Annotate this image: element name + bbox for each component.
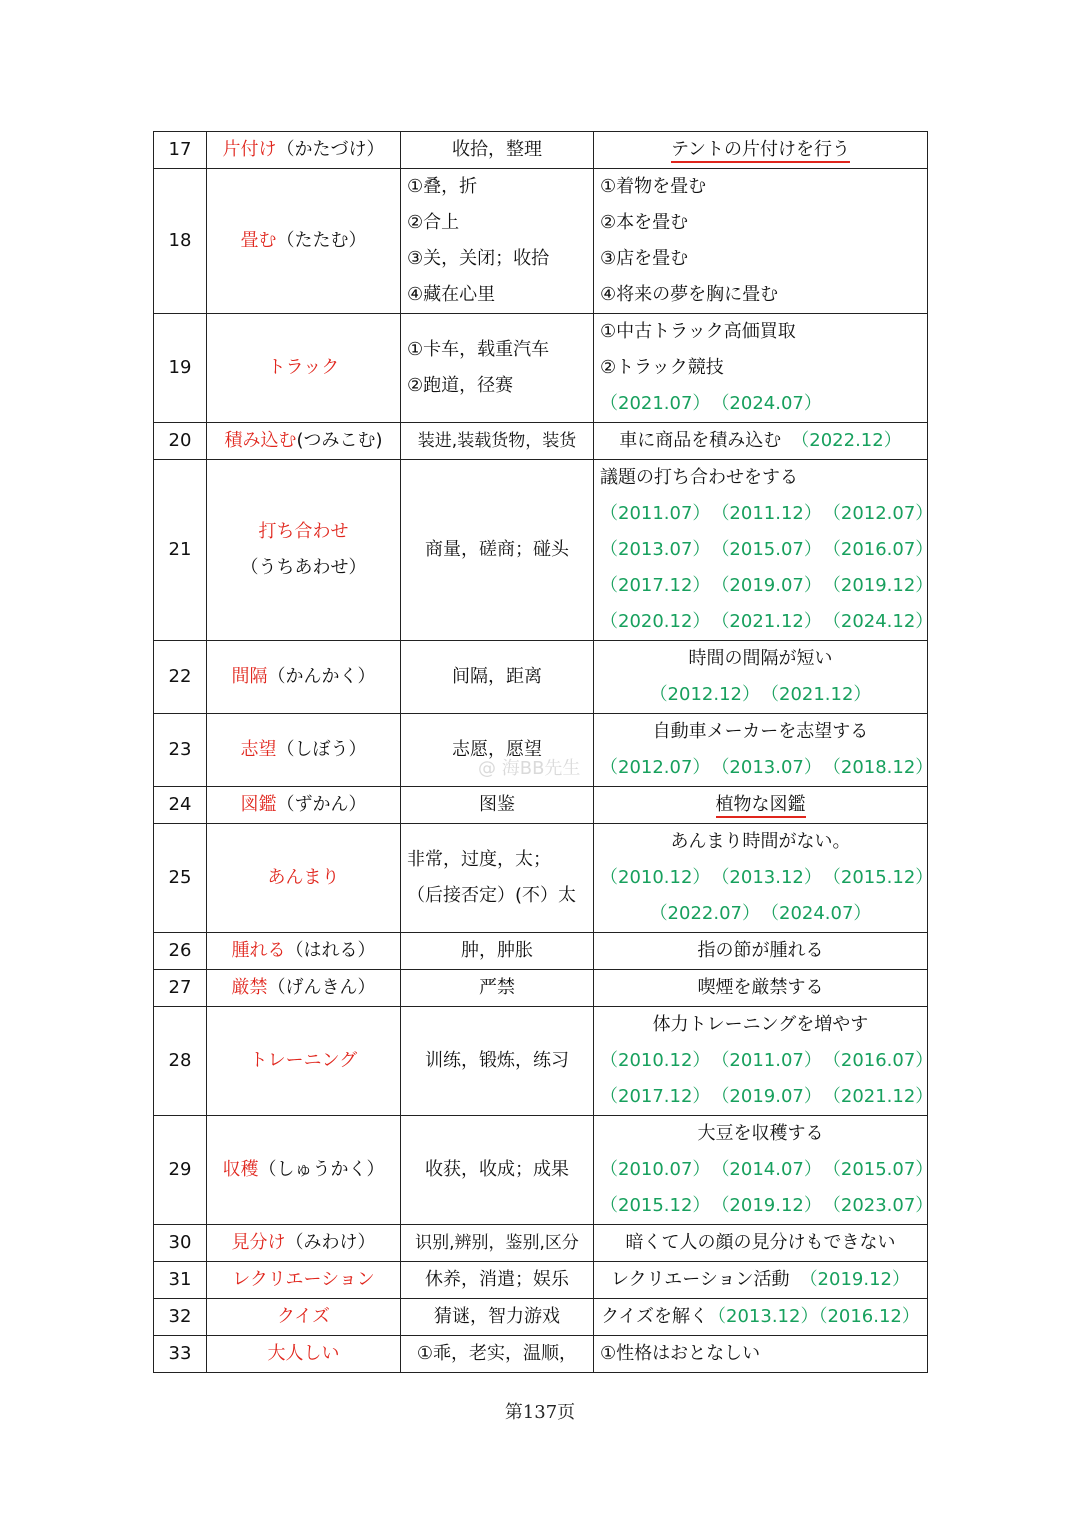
example-sentence: ①性格はおとなしい — [594, 1336, 928, 1373]
exam-date: （2024.07） — [770, 903, 872, 924]
word-meaning: 间隔，距离 — [401, 641, 594, 714]
meaning-line: （后接否定）(不）太 — [407, 885, 577, 906]
word-kanji: 志望 — [240, 739, 277, 760]
example-sentence: ①中古トラック高価買取 — [600, 321, 796, 342]
exam-dates — [600, 860, 934, 896]
word-meaning: 图鉴 — [401, 787, 594, 824]
word-reading: （うちあわせ） — [240, 557, 367, 578]
watermark: @ 海BB先生 — [478, 758, 581, 779]
exam-date: （2016.07） — [831, 1050, 934, 1071]
table-row — [154, 1262, 928, 1299]
example-cell — [594, 1262, 928, 1299]
word-meaning: 休养，消遣；娱乐 — [401, 1262, 594, 1299]
word-kanji: 積み込む — [224, 430, 297, 451]
example-cell — [594, 1007, 934, 1116]
vocab-word — [207, 1262, 401, 1299]
word-reading: （たたむ） — [276, 230, 367, 251]
example-sentence: 植物な図鑑 — [716, 794, 806, 818]
word-meaning — [401, 824, 594, 933]
example-sentence: 体力トレーニングを増やす — [652, 1014, 869, 1035]
example-sentence: テントの片付けを行う — [671, 139, 850, 163]
exam-date: （2023.07） — [831, 1195, 934, 1216]
word-kanji: 大人しい — [267, 1343, 340, 1364]
row-number: 18 — [154, 169, 207, 314]
row-number: 20 — [154, 423, 207, 460]
word-meaning: 识别,辨别，鉴别,区分 — [401, 1225, 594, 1262]
table-row — [154, 970, 928, 1007]
exam-date: （2017.12） — [600, 575, 711, 596]
exam-date: （2014.07） — [720, 1159, 822, 1180]
example-sentence: ②トラック競技 — [600, 357, 724, 378]
meaning-line: ②合上 — [407, 212, 460, 233]
example-cell — [594, 423, 928, 460]
example-cell — [594, 132, 928, 169]
vocab-word — [207, 1225, 401, 1262]
example-sentence: ①着物を畳む — [600, 176, 707, 197]
exam-date: （2015.07） — [831, 1159, 934, 1180]
exam-date: （2011.07） — [600, 503, 711, 524]
word-meaning: 收拾，整理 — [401, 132, 594, 169]
word-meaning — [401, 314, 594, 423]
exam-date: （2021.12） — [770, 684, 872, 705]
row-number: 17 — [154, 132, 207, 169]
row-number: 19 — [154, 314, 207, 423]
vocab-word — [207, 1299, 401, 1336]
exam-dates — [600, 1188, 934, 1224]
exam-date: （2021.12） — [831, 1086, 934, 1107]
example-sentence: 時間の間隔が短い — [688, 648, 833, 669]
exam-date: （2013.12） — [720, 867, 822, 888]
word-kanji: 見分け — [231, 1232, 286, 1253]
table-row — [154, 1225, 928, 1262]
word-reading: （かんかく） — [267, 666, 376, 687]
word-kanji: 収穫 — [222, 1159, 259, 1180]
word-kanji: トラック — [267, 357, 340, 378]
exam-date: （2019.07） — [720, 1086, 822, 1107]
row-number: 27 — [154, 970, 207, 1007]
exam-dates — [600, 532, 934, 568]
vocab-word — [207, 824, 401, 933]
vocab-word — [207, 460, 401, 641]
meaning-line: ③关，关闭；收拾 — [407, 248, 550, 269]
word-meaning: 商量，磋商；碰头 — [401, 460, 594, 641]
exam-dates — [600, 604, 934, 640]
table-row — [154, 641, 928, 714]
exam-date: （2020.12） — [600, 611, 711, 632]
exam-dates — [600, 568, 934, 604]
example-cell — [594, 1116, 934, 1225]
table-row — [154, 1336, 928, 1373]
example-sentence: 車に商品を積み込む — [619, 430, 782, 451]
word-meaning: 严禁 — [401, 970, 594, 1007]
exam-date: （2019.07） — [720, 575, 822, 596]
exam-dates — [600, 1152, 934, 1188]
table-row — [154, 169, 928, 314]
row-number: 28 — [154, 1007, 207, 1116]
word-kanji: 腫れる — [231, 940, 286, 961]
word-kanji: 片付け — [222, 139, 277, 160]
exam-date: （2015.12） — [600, 1195, 711, 1216]
example-cell — [594, 169, 928, 314]
example-sentence: 喫煙を厳禁する — [594, 970, 928, 1007]
exam-date: （2022.07） — [649, 903, 760, 924]
example-cell — [594, 824, 934, 933]
vocab-word — [207, 1007, 401, 1116]
example-sentence: 自動車メーカーを志望する — [652, 721, 869, 742]
exam-date: （2024.07） — [720, 393, 822, 414]
meaning-line: ①叠，折 — [407, 176, 478, 197]
word-kanji: 間隔 — [231, 666, 268, 687]
vocab-word — [207, 314, 401, 423]
exam-date: （2022.12） — [791, 430, 902, 451]
example-sentence: ④将来の夢を胸に畳む — [600, 284, 779, 305]
row-number: 29 — [154, 1116, 207, 1225]
example-cell — [594, 641, 928, 714]
exam-date: （2010.07） — [600, 1159, 711, 1180]
meaning-line: ①卡车，载重汽车 — [407, 339, 550, 360]
row-number: 21 — [154, 460, 207, 641]
exam-date: （2016.12） — [818, 1306, 920, 1327]
word-meaning: 肿，肿胀 — [401, 933, 594, 970]
exam-dates — [600, 896, 921, 932]
exam-date: （2013.07） — [600, 539, 711, 560]
row-number: 32 — [154, 1299, 207, 1336]
table-row — [154, 314, 928, 423]
word-meaning: 装进,装载货物，装货 — [401, 423, 594, 460]
exam-date: （2015.12） — [831, 867, 934, 888]
exam-date: （2015.07） — [720, 539, 822, 560]
word-kanji: あんまり — [267, 867, 340, 888]
example-sentence: ②本を畳む — [600, 212, 689, 233]
vocab-word — [207, 1116, 401, 1225]
exam-dates — [600, 1079, 934, 1115]
table-row — [154, 1116, 928, 1225]
exam-date: （2019.12） — [831, 575, 934, 596]
exam-dates — [600, 677, 921, 713]
exam-date: （2012.07） — [600, 757, 711, 778]
exam-date: （2019.12） — [720, 1195, 822, 1216]
vocab-word — [207, 933, 401, 970]
vocab-table — [153, 131, 934, 1373]
word-meaning: 猜谜，智力游戏 — [401, 1299, 594, 1336]
word-kanji: 打ち合わせ — [258, 521, 349, 542]
word-kanji: クイズ — [277, 1306, 330, 1327]
word-reading: (つみこむ) — [296, 430, 383, 451]
word-meaning: 志愿，愿望 — [401, 714, 594, 787]
example-cell — [594, 460, 934, 641]
table-row — [154, 132, 928, 169]
word-reading: （しゅうかく） — [258, 1159, 385, 1180]
exam-date: （2012.12） — [649, 684, 760, 705]
row-number: 23 — [154, 714, 207, 787]
word-kanji: 図鑑 — [240, 794, 277, 815]
example-sentence: 議題の打ち合わせをする — [600, 467, 798, 488]
exam-dates — [600, 1043, 934, 1079]
example-cell — [594, 314, 928, 423]
word-reading: （ずかん） — [276, 794, 367, 815]
example-sentence: 暗くて人の顔の見分けもできない — [594, 1225, 928, 1262]
example-cell — [594, 787, 928, 824]
word-reading: （はれる） — [285, 940, 376, 961]
exam-date: （2013.07） — [720, 757, 822, 778]
vocab-word — [207, 1336, 401, 1373]
exam-dates — [600, 496, 934, 532]
row-number: 31 — [154, 1262, 207, 1299]
word-reading: （かたづけ） — [276, 139, 385, 160]
row-number: 24 — [154, 787, 207, 824]
row-number: 33 — [154, 1336, 207, 1373]
exam-date: （2010.12） — [600, 867, 711, 888]
example-sentence: 指の節が腫れる — [594, 933, 928, 970]
table-row — [154, 423, 928, 460]
word-reading: （しぼう） — [276, 739, 367, 760]
row-number: 25 — [154, 824, 207, 933]
example-sentence: ③店を畳む — [600, 248, 689, 269]
exam-date: （2016.07） — [831, 539, 934, 560]
example-sentence: 大豆を収穫する — [697, 1123, 824, 1144]
exam-dates — [600, 750, 934, 786]
table-row — [154, 787, 928, 824]
word-kanji: レクリエーション — [232, 1269, 375, 1290]
meaning-line: 非常，过度，太； — [407, 849, 551, 870]
vocab-word — [207, 714, 401, 787]
row-number: 22 — [154, 641, 207, 714]
word-kanji: 畳む — [240, 230, 277, 251]
vocab-word — [207, 787, 401, 824]
exam-dates — [600, 386, 921, 422]
exam-date: （2021.07） — [600, 393, 711, 414]
example-cell — [594, 714, 934, 787]
vocab-word — [207, 970, 401, 1007]
word-meaning — [401, 169, 594, 314]
example-sentence: クイズを解く — [601, 1306, 709, 1327]
page-number: 第137页 — [504, 1402, 576, 1423]
exam-date: （2021.12） — [720, 611, 822, 632]
exam-date: （2018.12） — [831, 757, 934, 778]
word-reading: （げんきん） — [267, 977, 376, 998]
word-reading: （みわけ） — [285, 1232, 376, 1253]
exam-date: （2024.12） — [831, 611, 934, 632]
word-meaning: ①乖，老实，温顺， — [401, 1336, 594, 1373]
example-sentence: あんまり時間がない。 — [670, 831, 851, 852]
meaning-line: ④藏在心里 — [407, 284, 496, 305]
vocab-word — [207, 169, 401, 314]
example-cell — [594, 1299, 928, 1336]
exam-date: （2011.12） — [720, 503, 822, 524]
exam-date: （2012.07） — [831, 503, 934, 524]
vocab-word — [207, 641, 401, 714]
word-meaning: 训练，锻炼，练习 — [401, 1007, 594, 1116]
exam-date: （2017.12） — [600, 1086, 711, 1107]
exam-date: （2013.12） — [708, 1306, 819, 1327]
table-row — [154, 824, 928, 933]
table-row — [154, 1299, 928, 1336]
example-sentence: レクリエーション活動 — [611, 1269, 790, 1290]
word-kanji: 厳禁 — [231, 977, 268, 998]
exam-date: （2019.12） — [799, 1269, 910, 1290]
vocab-word — [207, 132, 401, 169]
table-row — [154, 933, 928, 970]
vocab-word — [207, 423, 401, 460]
word-meaning: 收获，收成；成果 — [401, 1116, 594, 1225]
exam-date: （2010.12） — [600, 1050, 711, 1071]
table-row — [154, 460, 928, 641]
row-number: 26 — [154, 933, 207, 970]
table-row — [154, 1007, 928, 1116]
row-number: 30 — [154, 1225, 207, 1262]
exam-date: （2011.07） — [720, 1050, 822, 1071]
word-kanji: トレーニング — [249, 1050, 358, 1071]
meaning-line: ②跑道，径赛 — [407, 375, 514, 396]
